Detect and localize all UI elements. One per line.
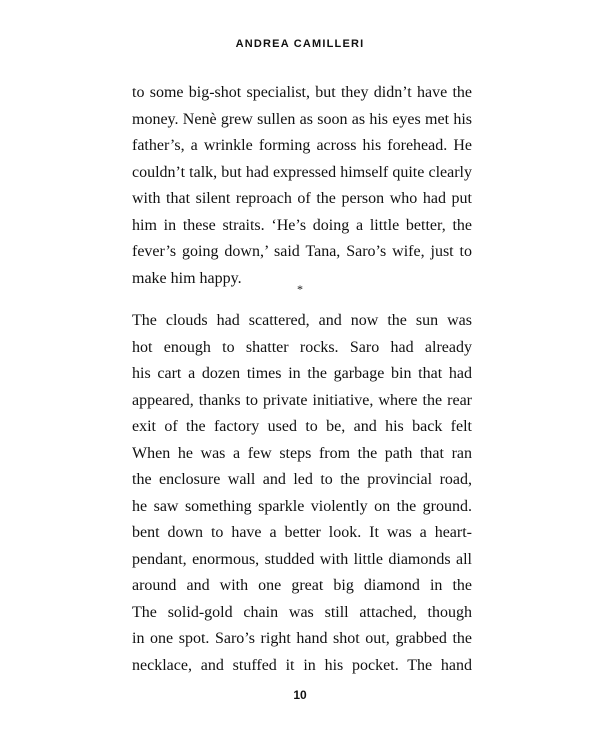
text-line: father’s, a wrinkle forming across his forehead. He xyxy=(132,137,472,154)
text-line: money. Nenè grew sullen as soon as his eyes met his xyxy=(132,110,472,128)
text-line: him in these straits. ‘He’s doing a little better, the xyxy=(132,216,472,234)
text-line: appeared, thanks to private initiative, where the rear xyxy=(132,391,472,409)
text-line: make him happy. xyxy=(132,269,242,287)
text-line: bent down to have a better look. It was a heart- xyxy=(132,524,472,541)
text-line: When he was a few steps from the path that ran xyxy=(132,444,472,462)
paragraph-1 xyxy=(132,80,472,292)
page-number: 10 xyxy=(293,688,307,702)
text-line: necklace, and stuffed it in his pocket. The hand xyxy=(132,656,472,674)
text-line: with that silent reproach of the person who had put xyxy=(132,190,472,207)
running-head: ANDREA CAMILLERI xyxy=(235,38,365,50)
text-line: in one spot. Saro’s right hand shot out, grabbed the xyxy=(132,630,472,647)
text-line: exit of the factory used to be, and his back felt xyxy=(132,418,472,435)
text-line: The clouds had scattered, and now the sun was xyxy=(132,312,472,329)
text-line: fever’s going down,’ said Tana, Saro’s wife, just to xyxy=(132,243,472,260)
text-line: The solid-gold chain was still attached, though xyxy=(132,603,472,621)
section-break: * xyxy=(297,282,303,296)
text-line: to some big-shot specialist, but they didn’t have the xyxy=(132,84,472,101)
text-line: the enclosure wall and led to the provincial road, xyxy=(132,471,472,488)
text-line: he saw something sparkle violently on the ground. xyxy=(132,497,472,515)
text-line: hot enough to shatter rocks. Saro had already xyxy=(132,338,472,356)
text-line: his cart a dozen times in the garbage bin that had xyxy=(132,365,472,382)
paragraph-2 xyxy=(132,308,472,679)
text-line: around and with one great big diamond in the xyxy=(132,577,472,594)
text-line: pendant, enormous, studded with little diamonds all xyxy=(132,550,472,568)
text-line: couldn’t talk, but had expressed himself quite clearly xyxy=(132,163,472,181)
